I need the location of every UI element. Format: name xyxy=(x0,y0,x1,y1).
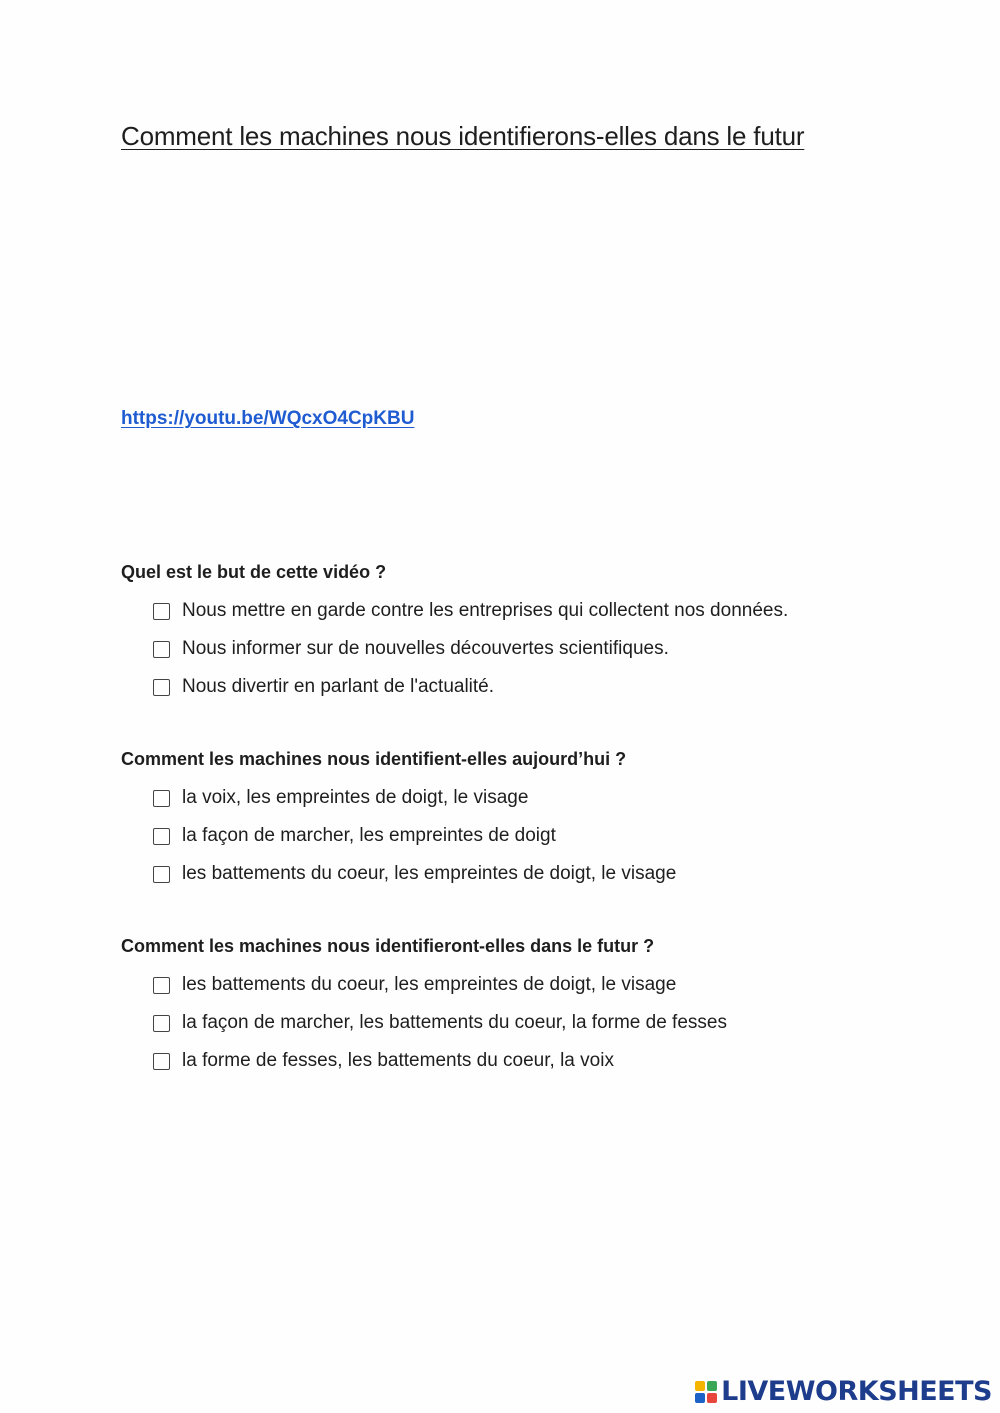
checkbox[interactable] xyxy=(153,977,170,994)
question-1-options xyxy=(153,592,788,706)
logo-cell-green xyxy=(707,1381,717,1391)
checkbox[interactable] xyxy=(153,1015,170,1032)
option-q2-2[interactable] xyxy=(153,817,676,855)
brand-name: LIVEWORKSHEETS xyxy=(721,1376,992,1407)
checkbox[interactable] xyxy=(153,679,170,696)
checkbox[interactable] xyxy=(153,790,170,807)
question-3: Comment les machines nous identifieront-elles dans le futur ? xyxy=(121,936,655,956)
checkbox[interactable] xyxy=(153,828,170,845)
question-1: Quel est le but de cette vidéo ? xyxy=(121,562,387,582)
video-link[interactable]: https://youtu.be/WQcxO4CpKBU xyxy=(121,408,415,429)
option-label: Nous informer sur de nouvelles découvertes scientifiques. xyxy=(182,638,669,659)
liveworksheets-logo-icon xyxy=(695,1381,717,1403)
logo-cell-blue xyxy=(695,1393,705,1403)
option-q3-2[interactable] xyxy=(153,1004,727,1042)
option-label: la façon de marcher, les empreintes de doigt xyxy=(182,825,556,846)
checkbox[interactable] xyxy=(153,1053,170,1070)
option-label: les battements du coeur, les empreintes de doigt, le visage xyxy=(182,974,677,995)
option-label: la forme de fesses, les battements du coeur, la voix xyxy=(182,1050,614,1071)
option-q1-3[interactable] xyxy=(153,668,788,706)
option-label: les battements du coeur, les empreintes de doigt, le visage xyxy=(182,863,677,884)
page-title: Comment les machines nous identifierons-elles dans le futur xyxy=(121,121,805,151)
option-label: la façon de marcher, les battements du coeur, la forme de fesses xyxy=(182,1012,727,1033)
option-q3-3[interactable] xyxy=(153,1042,727,1080)
option-label: Nous mettre en garde contre les entreprises qui collectent nos données. xyxy=(182,600,789,621)
logo-cell-red xyxy=(707,1393,717,1403)
liveworksheets-branding xyxy=(695,1376,992,1407)
option-q3-1[interactable] xyxy=(153,966,727,1004)
checkbox[interactable] xyxy=(153,603,170,620)
question-2-options xyxy=(153,779,676,893)
option-q1-2[interactable] xyxy=(153,630,788,668)
logo-cell-yellow xyxy=(695,1381,705,1391)
question-2: Comment les machines nous identifient-elles aujourd’hui ? xyxy=(121,749,627,769)
question-3-options xyxy=(153,966,727,1080)
option-q1-1[interactable] xyxy=(153,592,788,630)
option-label: la voix, les empreintes de doigt, le visage xyxy=(182,787,529,808)
checkbox[interactable] xyxy=(153,641,170,658)
checkbox[interactable] xyxy=(153,866,170,883)
option-q2-1[interactable] xyxy=(153,779,676,817)
option-q2-3[interactable] xyxy=(153,855,676,893)
option-label: Nous divertir en parlant de l'actualité. xyxy=(182,676,495,697)
